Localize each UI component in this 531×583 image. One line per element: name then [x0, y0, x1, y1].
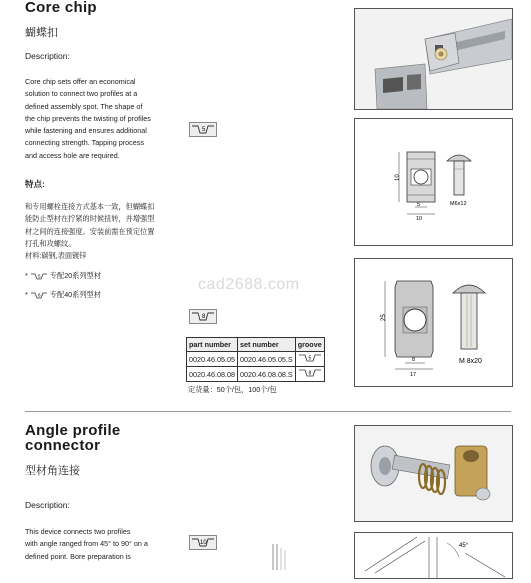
- groove-note: [25, 289, 101, 301]
- core-chip-5-drawing: [354, 118, 513, 246]
- description-heading: Description:: [25, 51, 70, 61]
- dimension-label: 5: [417, 202, 421, 208]
- table-header-row: [187, 338, 325, 352]
- groove-size: 8: [202, 314, 206, 320]
- table-row: [187, 367, 325, 382]
- description-line: with angle ranged from 45° to 90° on a: [25, 539, 148, 549]
- core-chip-photo: [354, 8, 513, 110]
- section-title-core-chip: Core chip: [25, 0, 97, 16]
- description-line: solution to connect two profiles at a: [25, 89, 138, 99]
- groove-profile-icon: [190, 123, 216, 136]
- groove-size: 8: [308, 370, 312, 377]
- angle-connector-drawing: [354, 532, 513, 579]
- table-row: [187, 352, 325, 367]
- dimension-label: 10: [416, 216, 423, 222]
- description-text: [25, 76, 190, 162]
- description-line: defined assembly spot. The shape of: [25, 101, 143, 111]
- groove-size: 5: [37, 273, 41, 279]
- groove-profile-icon: [190, 536, 216, 549]
- features-heading: 特点:: [25, 179, 45, 189]
- bolt-spec: M 8x20: [459, 358, 482, 365]
- groove-size: 5: [308, 355, 312, 362]
- note-text: 专配20系列型材: [49, 271, 101, 280]
- note-text: 专配40系列型材: [49, 290, 101, 299]
- groove-size: 10: [200, 540, 207, 546]
- part-number-cell: 0020.46.08.08: [187, 367, 238, 382]
- watermark: cad2688.com: [198, 276, 300, 293]
- description-line: defined point. Bore preparation is: [25, 551, 131, 561]
- part-number-cell: 0020.46.05.05: [187, 352, 238, 367]
- technical-drawing: [355, 259, 512, 386]
- description-line: Core chip sets offer an economical: [25, 77, 136, 86]
- set-number-cell: 0020.46.08.08.S: [237, 367, 295, 382]
- note-bullet: *: [25, 290, 28, 299]
- features-line: 材之间的连接强度。安装前需在预定位置: [25, 226, 155, 236]
- section-title-angle-profile: [25, 423, 121, 453]
- groove-note: [25, 270, 101, 282]
- groove-profile-icon: [298, 353, 322, 363]
- dimension-label: 25: [381, 314, 387, 321]
- profile-assembly-illustration: [355, 9, 512, 109]
- features-line: 和专用螺栓连接方式基本一致，但蝴蝶扣: [25, 202, 155, 211]
- parts-table: [186, 337, 325, 382]
- core-chip-8-drawing: [354, 258, 513, 387]
- profile-sketch: [268, 540, 348, 570]
- note-bullet: *: [25, 271, 28, 280]
- column-header: part number: [187, 338, 238, 352]
- description-line: the chip prevents the twisting of profiles: [25, 113, 151, 123]
- set-number-cell: 0020.46.05.05.S: [237, 352, 295, 367]
- section-cn-title: 型材角连接: [25, 465, 80, 477]
- features-line: 材料:碳钢,表面镀锌: [25, 251, 87, 261]
- features-line: 能防止型材在拧紧的时候扭转，并增强型: [25, 214, 155, 224]
- bolt-spec: M6x12: [450, 201, 467, 207]
- angle-connector-photo: [354, 425, 513, 522]
- groove-size: 5: [202, 127, 206, 133]
- section-cn-title: 蝴蝶扣: [25, 27, 58, 39]
- angle-label: 45°: [459, 543, 469, 549]
- description-text: [25, 526, 190, 563]
- technical-drawing: [355, 533, 512, 578]
- groove-profile-icon: [298, 368, 322, 378]
- angle-connector-sketch: [268, 540, 348, 570]
- packing-info: 定货量：50个/包，100个/包: [188, 385, 277, 394]
- dimension-label: 8: [412, 357, 416, 363]
- technical-drawing: [355, 119, 512, 245]
- groove-profile-icon: [30, 272, 48, 281]
- description-heading: Description:: [25, 500, 70, 510]
- description-line: and access hole are required.: [25, 150, 120, 160]
- description-line: connecting strength. Tapping process: [25, 138, 144, 148]
- groove-badge-8: [189, 309, 217, 324]
- groove-profile-icon: [30, 291, 48, 300]
- dimension-label: 10: [395, 174, 401, 181]
- column-header: groove: [295, 338, 324, 352]
- title-line: connector: [25, 437, 101, 454]
- section-divider: [25, 411, 511, 412]
- groove-profile-icon: [190, 310, 216, 323]
- description-line: This device connects two profiles: [25, 527, 131, 536]
- column-header: set number: [237, 338, 295, 352]
- features-text: [25, 201, 190, 262]
- features-line: 打孔和攻螺纹。: [25, 238, 76, 248]
- angle-connector-illustration: [355, 426, 512, 521]
- description-line: while fastening and ensures additional: [25, 126, 147, 136]
- title-line: Angle profile: [25, 422, 121, 439]
- groove-badge-10: [189, 535, 217, 550]
- groove-cell: [295, 352, 324, 367]
- groove-size: 8: [37, 292, 41, 298]
- groove-cell: [295, 367, 324, 382]
- dimension-label: 17: [410, 372, 417, 378]
- groove-badge-5: [189, 122, 217, 137]
